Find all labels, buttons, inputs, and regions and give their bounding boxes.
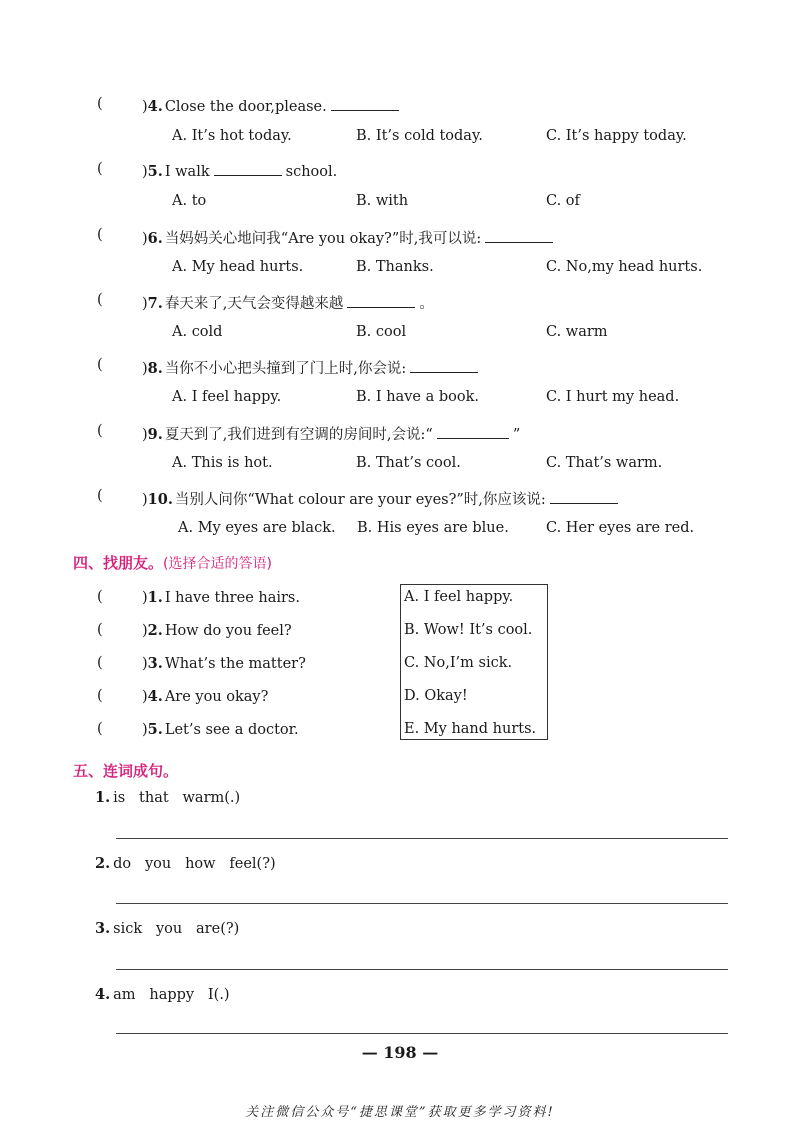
option-b[interactable]: B. cool: [356, 324, 407, 340]
question-number: 6.: [147, 230, 163, 247]
question-text: I have three hairs.: [164, 590, 300, 606]
answer-paren-open: (: [97, 357, 103, 373]
answer-slot[interactable]: [108, 357, 142, 375]
question-number: 4.: [147, 98, 163, 115]
question-number: 7.: [147, 295, 163, 312]
question-5: [142, 161, 337, 180]
answer-paren-close: ): [142, 164, 148, 180]
fill-blank[interactable]: [331, 96, 399, 111]
answer-option-c[interactable]: C. No,I’m sick.: [404, 655, 513, 671]
section5-title: 五、连词成句。: [73, 762, 179, 780]
question-4: [142, 96, 403, 115]
answer-option-a[interactable]: A. I feel happy.: [404, 589, 514, 605]
option-b[interactable]: B. It’s cold today.: [356, 128, 483, 144]
answer-slot[interactable]: [108, 655, 142, 673]
answer-paren-open: (: [97, 423, 103, 439]
question-text: I walk: [164, 164, 210, 180]
sentence-number: 1.: [95, 789, 111, 806]
answer-slot[interactable]: [108, 589, 142, 607]
option-a[interactable]: A. cold: [172, 324, 223, 340]
option-a[interactable]: A. I feel happy.: [172, 389, 282, 405]
option-a[interactable]: A. to: [172, 193, 207, 209]
fill-blank[interactable]: [347, 293, 415, 308]
answer-paren-close: ): [142, 296, 148, 312]
fill-blank[interactable]: [214, 161, 282, 176]
question-number: 5.: [147, 163, 163, 180]
question-text: Are you okay?: [164, 689, 269, 705]
question-number: 3.: [147, 655, 163, 672]
question-text: How do you feel?: [164, 623, 292, 639]
option-c[interactable]: C. of: [546, 193, 580, 209]
answer-paren-close: ): [142, 656, 148, 672]
footer-note: 关注微信公众号“捷思课堂”获取更多学习资料!: [245, 1105, 555, 1120]
option-c[interactable]: C. No,my head hurts.: [546, 259, 703, 275]
question-number: 1.: [147, 589, 163, 606]
question-text-after: school.: [285, 164, 338, 180]
section5-heading: [73, 760, 178, 781]
answer-option-b[interactable]: B. Wow! It’s cool.: [404, 622, 533, 638]
answer-paren-open: (: [97, 96, 103, 112]
option-b[interactable]: B. with: [356, 193, 409, 209]
answer-slot[interactable]: [108, 488, 142, 506]
answer-slot[interactable]: [108, 227, 142, 245]
answer-slot[interactable]: [108, 622, 142, 640]
answer-slot[interactable]: [108, 292, 142, 310]
answer-line[interactable]: [116, 903, 728, 904]
sentence-number: 4.: [95, 986, 111, 1003]
sentence-item-2: [95, 855, 276, 872]
question-10: [142, 488, 622, 509]
sentence-item-1: [95, 789, 240, 806]
page-number: — 198 —: [361, 1043, 439, 1062]
scrambled-words: am happy I(.): [113, 987, 230, 1003]
answer-paren-open: (: [97, 589, 103, 605]
match-question-4: [142, 688, 268, 705]
answer-paren-close: ): [142, 427, 148, 443]
answer-line[interactable]: [116, 838, 728, 839]
fill-blank[interactable]: [410, 358, 478, 373]
option-a[interactable]: A. My eyes are black.: [178, 520, 336, 536]
scrambled-words: sick you are(?): [113, 921, 240, 937]
option-c[interactable]: C. I hurt my head.: [546, 389, 680, 405]
option-b[interactable]: B. I have a book.: [356, 389, 479, 405]
option-b[interactable]: B. Thanks.: [356, 259, 434, 275]
fill-blank[interactable]: [437, 424, 509, 439]
answer-paren-open: (: [97, 655, 103, 671]
answer-paren-close: ): [142, 689, 148, 705]
answer-option-e[interactable]: E. My hand hurts.: [404, 721, 537, 737]
option-b[interactable]: B. His eyes are blue.: [357, 520, 509, 536]
sentence-number: 2.: [95, 855, 111, 872]
question-text: 当你不小心把头撞到了门上时,你会说:: [164, 361, 407, 377]
answer-paren-close: ): [142, 99, 148, 115]
question-text-after: ”: [512, 427, 521, 443]
answer-paren-close: ): [142, 231, 148, 247]
sentence-item-4: [95, 986, 230, 1003]
page-divider: [116, 1033, 728, 1034]
question-number: 10.: [147, 491, 173, 508]
question-9: [142, 423, 520, 444]
option-c[interactable]: C. It’s happy today.: [546, 128, 687, 144]
section4-note: (选择合适的答语): [163, 556, 272, 572]
question-6: [142, 227, 557, 248]
match-question-3: [142, 655, 306, 672]
question-text-after: 。: [419, 296, 434, 312]
section4-heading: [73, 552, 272, 573]
answer-slot[interactable]: [108, 721, 142, 739]
question-text: Close the door,please.: [164, 99, 327, 115]
question-text: 夏天到了,我们进到有空调的房间时,会说:“: [164, 427, 433, 443]
fill-blank[interactable]: [550, 489, 618, 504]
question-text: 春天来了,天气会变得越来越: [164, 296, 344, 312]
question-8: [142, 357, 482, 378]
scrambled-words: is that warm(.): [113, 790, 241, 806]
fill-blank[interactable]: [485, 228, 553, 243]
answer-paren-open: (: [97, 227, 103, 243]
scrambled-words: do you how feel(?): [113, 856, 276, 872]
answer-paren-open: (: [97, 721, 103, 737]
option-c[interactable]: C. Her eyes are red.: [546, 520, 695, 536]
question-number: 9.: [147, 426, 163, 443]
answer-paren-close: ): [142, 623, 148, 639]
match-question-5: [142, 721, 299, 738]
question-text: 当妈妈关心地问我“Are you okay?”时,我可以说:: [164, 231, 482, 247]
answer-paren-close: ): [142, 722, 148, 738]
question-text: What’s the matter?: [164, 656, 306, 672]
sentence-number: 3.: [95, 920, 111, 937]
answer-slot[interactable]: [108, 96, 142, 114]
sentence-item-3: [95, 920, 239, 937]
option-a[interactable]: A. My head hurts.: [172, 259, 304, 275]
answer-paren-close: ): [142, 492, 148, 508]
answer-paren-open: (: [97, 292, 103, 308]
answer-line[interactable]: [116, 969, 728, 970]
question-text: Let’s see a doctor.: [164, 722, 299, 738]
answer-option-d[interactable]: D. Okay!: [404, 688, 468, 704]
answer-paren-close: ): [142, 590, 148, 606]
section4-title: 四、找朋友。: [73, 554, 164, 572]
answer-slot[interactable]: [108, 423, 142, 441]
option-c[interactable]: C. warm: [546, 324, 608, 340]
option-b[interactable]: B. That’s cool.: [356, 455, 461, 471]
question-7: [142, 292, 434, 313]
answer-paren-open: (: [97, 161, 103, 177]
answer-paren-open: (: [97, 622, 103, 638]
question-number: 5.: [147, 721, 163, 738]
question-number: 4.: [147, 688, 163, 705]
option-a[interactable]: A. It’s hot today.: [172, 128, 292, 144]
option-a[interactable]: A. This is hot.: [172, 455, 273, 471]
match-question-2: [142, 622, 292, 639]
answer-paren-close: ): [142, 361, 148, 377]
answer-paren-open: (: [97, 488, 103, 504]
answer-slot[interactable]: [108, 161, 142, 179]
question-number: 8.: [147, 360, 163, 377]
question-number: 2.: [147, 622, 163, 639]
question-text: 当别人问你“What colour are your eyes?”时,你应该说:: [174, 492, 546, 508]
match-question-1: [142, 589, 300, 606]
answer-paren-open: (: [97, 688, 103, 704]
option-c[interactable]: C. That’s warm.: [546, 455, 663, 471]
answer-slot[interactable]: [108, 688, 142, 706]
